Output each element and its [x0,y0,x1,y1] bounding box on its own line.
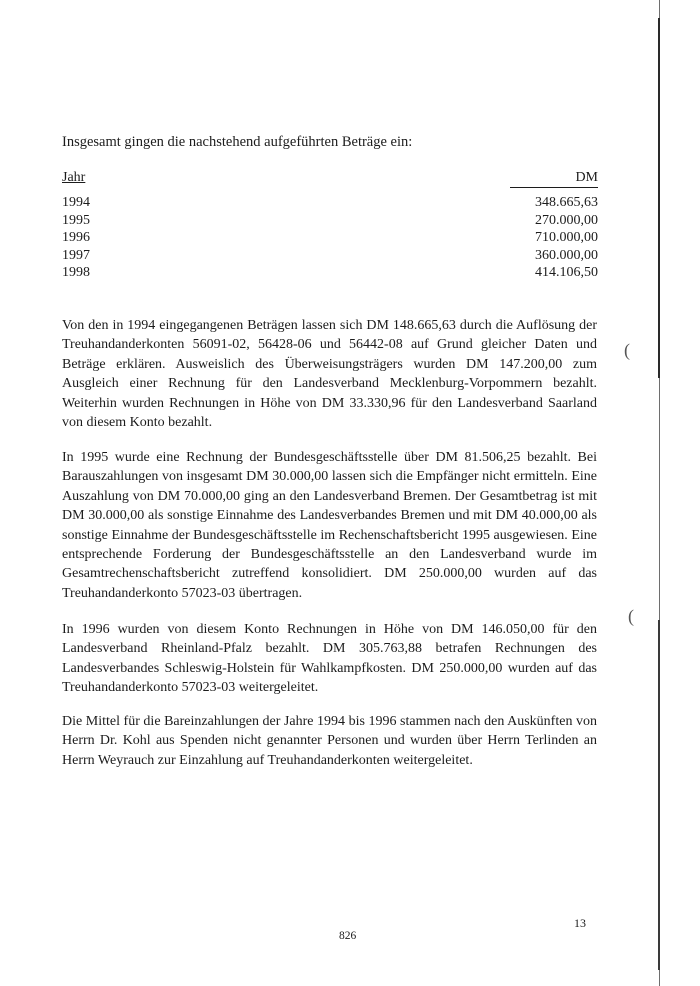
scan-mark-1: ( [624,340,630,360]
column-header-amount: DM [575,170,598,185]
row-year: 1995 [62,212,90,228]
row-amount: 414.106,50 [535,265,598,281]
table-row [62,229,598,247]
table-row [62,194,598,212]
table-row [62,212,598,230]
row-amount: 710.000,00 [535,230,598,246]
paragraph-1996: In 1996 wurden von diesem Konto Rechnungen in Höhe von DM 146.050,00 für den Landesverband Rheinland-Pfalz bezahlt. DM 305.763,88 betrafen Rechnungen des Landesverbandes Schleswig-Holstein für Wahlkampfkosten. DM 250.000,00 wurden auf das Treuhandanderkonto 57023-03 weitergeleitet. [62,622,597,696]
row-amount: 270.000,00 [535,212,598,228]
row-year: 1996 [62,230,90,246]
side-number: 13 [574,916,586,930]
row-year: 1998 [62,265,90,281]
header-rule [510,187,598,188]
intro-line: Insgesamt gingen die nachstehend aufgeführten Beträge ein: [62,134,413,150]
table-row [62,247,598,265]
column-header-year: Jahr [62,170,86,185]
row-amount: 348.665,63 [535,195,598,210]
table-row [62,264,598,282]
amounts-table [62,170,598,282]
paragraph-1995: In 1995 wurde eine Rechnung der Bundesgeschäftsstelle über DM 81.506,25 bezahlt. Bei Barauszahlungen von insgesamt DM 30.000,00 lassen sich die Empfänger nicht ermitteln. Eine Auszahlung von DM 70.000,00 ging an den Landesverband Bremen. Der Gesamtbetrag ist mit DM 30.000,00 als sonstige Einnahme des Landesverbandes Bremen und mit DM 40.000,00 als sonstige Einnahme der Bundesgeschäftsstelle im Rechenschaftsbericht 1995 ausgewiesen. Eine entsprechende Forderung der Bundesgeschäftsstelle an den Landesverband wurde im Gesamtrechenschaftsbericht zutreffend konsolidiert. DM 250.000,00 wurden auf das Treuhandanderkonto 57023-03 übertragen. [62,450,597,601]
row-amount: 360.000,00 [535,247,598,263]
page-edge-shadow-top [658,18,660,378]
row-year: 1994 [62,195,90,210]
table-header [62,170,598,186]
scan-mark-2: ( [628,606,634,626]
page-number: 826 [339,930,357,942]
paragraph-1994: Von den in 1994 eingegangenen Beträgen lassen sich DM 148.665,63 durch die Auflösung der Treuhandanderkonten 56091-02, 56428-06 und 56442-08 auf Grund gleicher Daten und Beträge erklären. Ausweislich des Überweisungsträgers wurden DM 147.200,00 zum Ausgleich einer Rechnung für den Landesverband Mecklenburg-Vorpommern bezahlt. Weiterhin wurden Rechnungen in Höhe von DM 33.330,96 für den Landesverband Saarland von diesem Konto bezahlt. [62,318,597,431]
paragraph-funds-origin: Die Mittel für die Bareinzahlungen der Jahre 1994 bis 1996 stammen nach den Auskünften von Herrn Dr. Kohl aus Spenden nicht genannter Personen und wurden über Herrn Terlinden an Herrn Weyrauch zur Einzahlung auf Treuhandanderkonten weitergeleitet. [62,714,597,768]
row-year: 1997 [62,247,90,263]
page-edge-shadow-bottom [658,620,660,970]
